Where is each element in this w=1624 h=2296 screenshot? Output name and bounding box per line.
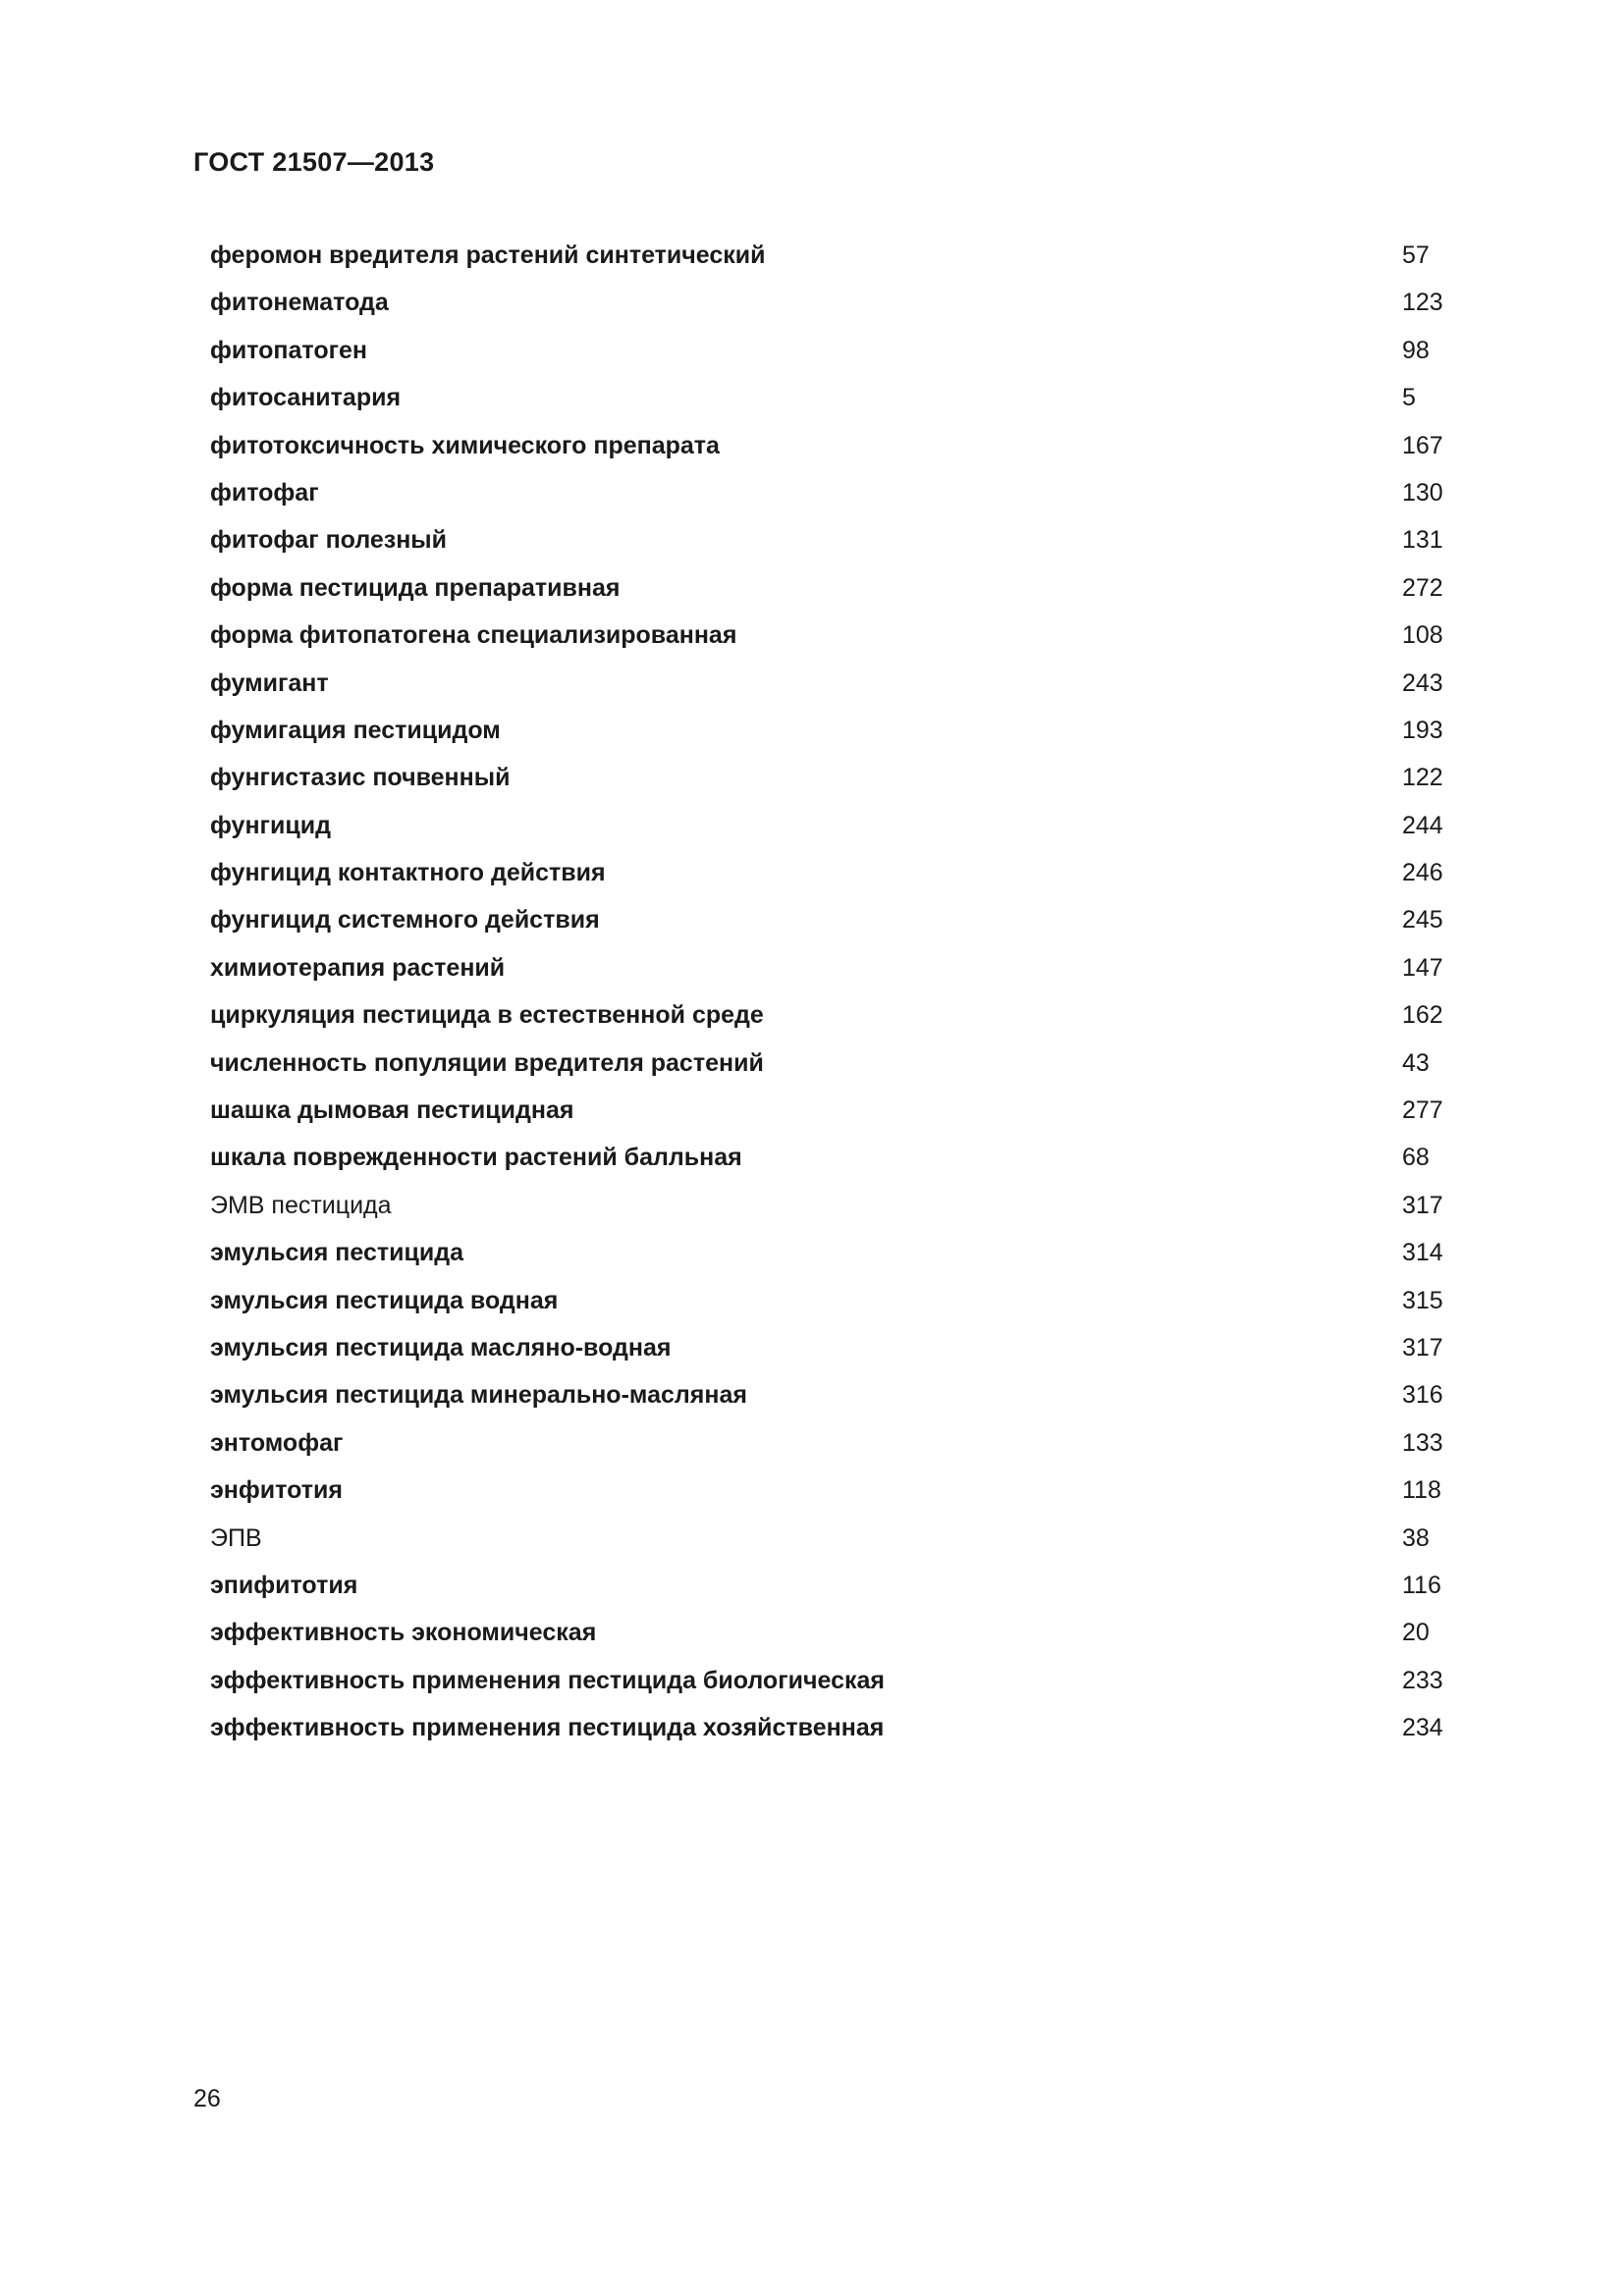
index-term: эмульсия пестицида масляно-водная: [210, 1333, 672, 1362]
index-term: фитонематода: [210, 289, 389, 317]
index-term: эмульсия пестицида: [210, 1239, 463, 1267]
index-number: 317: [1402, 1191, 1443, 1219]
index-number: 314: [1402, 1239, 1443, 1267]
index-entry: [210, 1138, 1447, 1185]
index-number: 38: [1402, 1523, 1430, 1552]
document-header: ГОСТ 21507—2013: [193, 147, 435, 177]
index-number: 98: [1402, 336, 1430, 364]
index-entry: [210, 853, 1447, 900]
index-number: 316: [1402, 1381, 1443, 1410]
index-entry: [210, 1708, 1447, 1755]
index-entry: [210, 948, 1447, 995]
index-number: 57: [1402, 241, 1430, 269]
index-term: энфитотия: [210, 1476, 343, 1505]
index-number: 43: [1402, 1048, 1430, 1077]
index-term: форма пестицида препаративная: [210, 573, 621, 602]
index-entry: [210, 806, 1447, 853]
alphabetical-index-list: [210, 236, 1447, 1756]
index-entry: [210, 615, 1447, 663]
index-entry: [210, 1233, 1447, 1280]
index-term: форма фитопатогена специализированная: [210, 621, 737, 650]
index-number: 130: [1402, 478, 1443, 507]
index-number: 5: [1402, 384, 1416, 412]
index-entry: [210, 426, 1447, 473]
index-term: эмульсия пестицида водная: [210, 1286, 559, 1314]
index-entry: [210, 1661, 1447, 1708]
index-term: фумигант: [210, 668, 329, 697]
index-number: 167: [1402, 431, 1443, 459]
index-number: 246: [1402, 859, 1443, 887]
index-entry: [210, 236, 1447, 283]
index-term: фитофаг: [210, 478, 319, 507]
index-term: эпифитотия: [210, 1571, 358, 1599]
index-term: фумигация пестицидом: [210, 716, 501, 744]
index-term: фитопатоген: [210, 336, 368, 364]
index-number: 133: [1402, 1428, 1443, 1457]
index-number: 116: [1402, 1571, 1441, 1599]
index-number: 108: [1402, 621, 1443, 650]
index-entry: [210, 1281, 1447, 1328]
index-entry: [210, 1328, 1447, 1375]
index-number: 123: [1402, 289, 1443, 317]
index-entry: [210, 473, 1447, 520]
index-term: эффективность применения пестицида биологическая: [210, 1666, 885, 1694]
index-entry: [210, 331, 1447, 378]
index-entry: [210, 995, 1447, 1042]
index-number: 245: [1402, 906, 1443, 934]
index-term: фитофаг полезный: [210, 526, 448, 555]
index-entry: [210, 283, 1447, 330]
index-entry: [210, 378, 1447, 425]
index-number: 317: [1402, 1333, 1443, 1362]
index-number: 147: [1402, 953, 1443, 982]
index-entry: [210, 1375, 1447, 1422]
page-number: 26: [193, 2085, 221, 2112]
index-term: эффективность экономическая: [210, 1619, 597, 1647]
index-term: циркуляция пестицида в естественной среде: [210, 1001, 764, 1030]
index-term: энтомофаг: [210, 1428, 344, 1457]
index-entry: [210, 711, 1447, 758]
index-entry: [210, 664, 1447, 711]
index-number: 233: [1402, 1666, 1443, 1694]
index-term: фунгистазис почвенный: [210, 764, 511, 792]
index-entry: [210, 1519, 1447, 1566]
index-term: шашка дымовая пестицидная: [210, 1096, 574, 1125]
index-term: феромон вредителя растений синтетический: [210, 241, 766, 269]
index-entry: [210, 758, 1447, 805]
index-number: 244: [1402, 811, 1443, 839]
index-term: фунгицид контактного действия: [210, 859, 606, 887]
index-number: 118: [1402, 1476, 1441, 1505]
index-term: численность популяции вредителя растений: [210, 1048, 764, 1077]
index-number: 20: [1402, 1619, 1430, 1647]
index-number: 277: [1402, 1096, 1443, 1125]
index-number: 234: [1402, 1714, 1443, 1742]
index-entry: [210, 1043, 1447, 1091]
index-entry: [210, 568, 1447, 615]
index-term: ЭПВ: [210, 1523, 262, 1552]
index-term: фитосанитария: [210, 384, 402, 412]
index-number: 68: [1402, 1144, 1430, 1172]
index-number: 193: [1402, 716, 1443, 744]
index-number: 162: [1402, 1001, 1443, 1030]
index-entry: [210, 520, 1447, 567]
index-entry: [210, 1091, 1447, 1138]
index-term: эмульсия пестицида минерально-масляная: [210, 1381, 747, 1410]
index-number: 122: [1402, 764, 1443, 792]
index-term: шкала поврежденности растений балльная: [210, 1144, 742, 1172]
index-number: 131: [1402, 526, 1443, 555]
index-number: 272: [1402, 573, 1443, 602]
index-number: 315: [1402, 1286, 1443, 1314]
index-entry: [210, 1186, 1447, 1233]
index-entry: [210, 1613, 1447, 1660]
index-entry: [210, 1566, 1447, 1613]
index-term: ЭМВ пестицида: [210, 1191, 392, 1219]
index-term: химиотерапия растений: [210, 953, 506, 982]
index-entry: [210, 900, 1447, 947]
index-term: фунгицид: [210, 811, 331, 839]
index-term: фунгицид системного действия: [210, 906, 600, 934]
index-term: фитотоксичность химического препарата: [210, 431, 720, 459]
index-term: эффективность применения пестицида хозяйственная: [210, 1714, 885, 1742]
index-number: 243: [1402, 668, 1443, 697]
index-entry: [210, 1470, 1447, 1518]
index-entry: [210, 1423, 1447, 1470]
